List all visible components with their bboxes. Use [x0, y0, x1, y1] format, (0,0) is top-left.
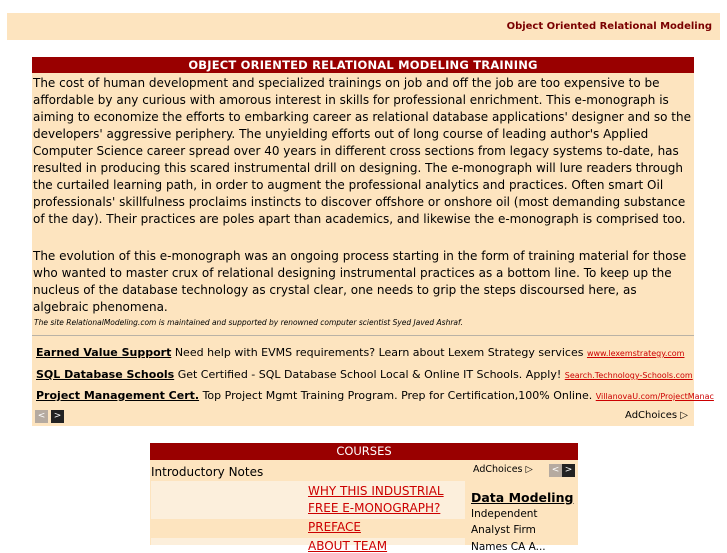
- ad-text: Get Certified - SQL Database School Local & Online IT Schools. Apply!: [177, 368, 562, 381]
- side-ad-text: Analyst Firm: [471, 524, 536, 536]
- chevron-left-icon[interactable]: <: [35, 410, 48, 423]
- chevron-right-icon[interactable]: >: [51, 410, 64, 423]
- course-link-preface[interactable]: PREFACE: [308, 520, 361, 534]
- intro-paragraph: The cost of human development and specialized trainings on job and off the job are too expensive to be affordable by any curious with amorous interest in skills for professional enrichment. This e-monograph is aiming to economize the efforts to embarking career as relational database applications' designer and so the developers' aggressive periphery. The unyielding efforts out of long course of leading author's Applied Computer Science career spread over 40 years in different cross sections from legacy systems to-date, has resulted in producing this scared instrumental drill on designing. The e-monograph will lure readers through the curtailed learning path, in order to augment the professional analytics and practices. Often smart Oil professionals' skillfulness proclaims instincts to discover offshore or onshore oil (most demanding substance of the day). Their practices are poles apart than academics, and likewise the e-monograph is comprised too.: [33, 76, 691, 226]
- ad-text: Top Project Mgmt Training Program. Prep for Certification,100% Online.: [202, 389, 593, 402]
- ad-url-link[interactable]: VillanovaU.com/ProjectManac: [595, 392, 714, 401]
- ad-item: [36, 346, 684, 359]
- course-link-why[interactable]: WHY THIS INDUSTRIAL: [308, 484, 444, 498]
- course-link-about-team[interactable]: ABOUT TEAM: [308, 539, 388, 553]
- intro-notes-label: Introductory Notes: [151, 465, 264, 479]
- training-panel: [32, 57, 714, 426]
- side-ad-text: Names CA A...: [471, 541, 546, 553]
- side-ad-text: Independent: [471, 508, 538, 520]
- courses-panel: [150, 443, 578, 553]
- adchoices-link[interactable]: AdChoices ▷: [473, 464, 533, 475]
- top-banner: [7, 13, 720, 40]
- course-link-free[interactable]: FREE E-MONOGRAPH?: [308, 501, 441, 515]
- ad-url-link[interactable]: www.lexemstrategy.com: [586, 349, 685, 358]
- evolution-paragraph: The evolution of this e-monograph was an ongoing process starting in the form of training material for those who wanted to master crux of relational designing instrumental practices as a bottom line. To keep up the nucleus of the database technology as crystal clear, one needs to grip the steps discoursed here, as algebraic phenomena.: [33, 249, 687, 314]
- adchoices-link[interactable]: AdChoices ▷: [625, 410, 688, 421]
- training-heading: OBJECT ORIENTED RELATIONAL MODELING TRAINING: [32, 57, 694, 73]
- site-title: Object Oriented Relational Modeling: [506, 21, 712, 32]
- chevron-right-icon[interactable]: >: [562, 464, 575, 477]
- divider: [32, 335, 694, 336]
- site-credit: The site RelationalModeling.com is maintained and supported by renowned computer scientist Syed Javed Ashraf.: [34, 318, 463, 327]
- side-ad-title-link[interactable]: Data Modeling: [471, 490, 574, 505]
- ad-url-link[interactable]: Search.Technology-Schools.com: [564, 371, 693, 380]
- courses-heading: COURSES: [150, 443, 578, 460]
- ad-title-link[interactable]: Earned Value Support: [36, 346, 172, 359]
- ad-title-link[interactable]: SQL Database Schools: [36, 368, 175, 381]
- chevron-left-icon[interactable]: <: [549, 464, 562, 477]
- ad-item: [36, 368, 693, 381]
- ad-item: [36, 389, 714, 402]
- ad-text: Need help with EVMS requirements? Learn about Lexem Strategy services: [174, 346, 584, 359]
- ad-title-link[interactable]: Project Management Cert.: [36, 389, 200, 402]
